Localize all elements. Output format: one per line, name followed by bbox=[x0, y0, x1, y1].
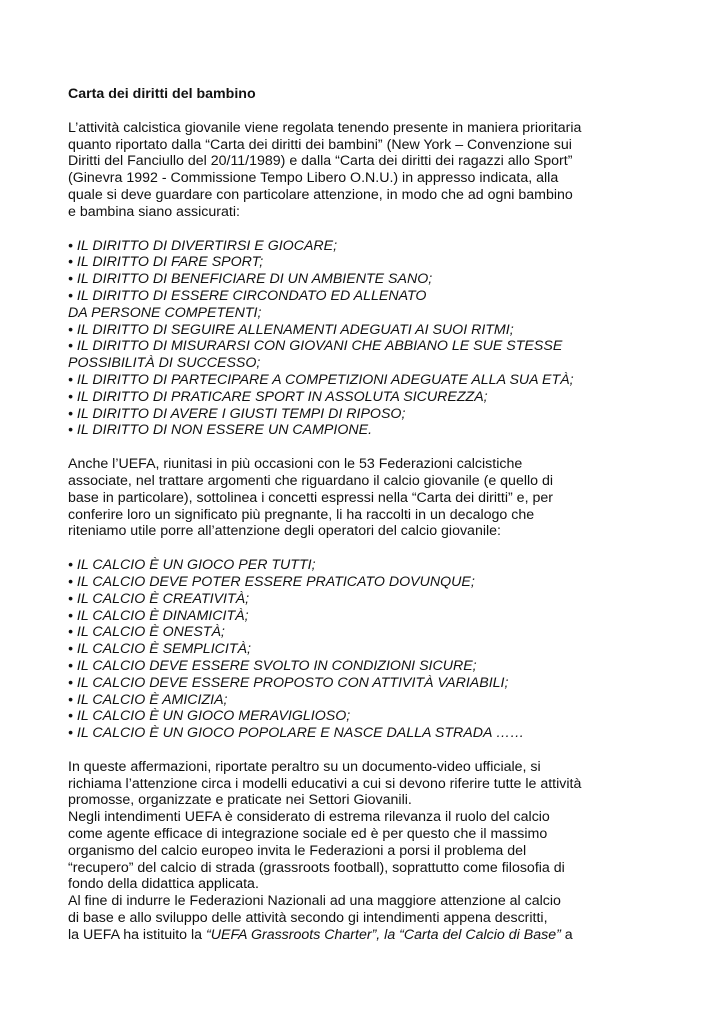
text-line: conferire loro un significato più pregnante, li ha raccolti in un decalogo che bbox=[68, 506, 535, 523]
text-line: “recupero” del calcio di strada (grassroots football), soprattutto come filosofia di bbox=[68, 859, 565, 876]
rights-list bbox=[68, 238, 708, 440]
uefa-paragraph bbox=[68, 456, 708, 540]
list-item: • IL DIRITTO DI NON ESSERE UN CAMPIONE. bbox=[68, 422, 373, 439]
list-item: • IL DIRITTO DI SEGUIRE ALLENAMENTI ADEGUATI AI SUOI RITMI; bbox=[68, 321, 514, 338]
list-item: • IL DIRITTO DI MISURARSI CON GIOVANI CHE ABBIANO LE SUE STESSE bbox=[68, 338, 563, 355]
list-item: • IL DIRITTO DI DIVERTIRSI E GIOCARE; bbox=[68, 237, 338, 254]
list-item: • IL DIRITTO DI PARTECIPARE A COMPETIZIONI ADEGUATE ALLA SUA ETÀ; bbox=[68, 371, 574, 388]
list-item: • IL CALCIO È CREATIVITÀ; bbox=[68, 590, 250, 607]
document-page bbox=[68, 86, 708, 944]
text-line: associate, nel trattare argomenti che riguardano il calcio giovanile (e quello di bbox=[68, 472, 554, 489]
list-item: • IL CALCIO DEVE ESSERE SVOLTO IN CONDIZIONI SICURE; bbox=[68, 657, 477, 674]
list-item: • IL CALCIO È UN GIOCO PER TUTTI; bbox=[68, 557, 316, 574]
text-line: Al fine di indurre le Federazioni Nazionali ad una maggiore attenzione al calcio bbox=[68, 893, 561, 910]
list-item: • IL DIRITTO DI ESSERE CIRCONDATO ED ALLENATO bbox=[68, 287, 427, 304]
charter-title: “UEFA Grassroots Charter”, la “Carta del Calcio di Base” bbox=[206, 926, 561, 943]
list-item: DA PERSONE COMPETENTI; bbox=[68, 304, 262, 321]
list-item: • IL CALCIO È SEMPLICITÀ; bbox=[68, 641, 251, 658]
list-item: • IL DIRITTO DI FARE SPORT; bbox=[68, 254, 264, 271]
text-line: organismo del calcio europeo invita le Federazioni a porsi il problema del bbox=[68, 842, 527, 859]
list-item: • IL CALCIO DEVE ESSERE PROPOSTO CON ATTIVITÀ VARIABILI; bbox=[68, 674, 509, 691]
last-line-prefix: la UEFA ha istituito la bbox=[68, 926, 207, 943]
list-item: • IL DIRITTO DI BENEFICIARE DI UN AMBIENTE SANO; bbox=[68, 271, 433, 288]
text-line: di base e allo sviluppo delle attività secondo gi intendimenti appena descritti, bbox=[68, 910, 548, 927]
text-line: L’attività calcistica giovanile viene regolata tenendo presente in maniera prioritaria bbox=[68, 119, 582, 136]
list-item: • IL CALCIO DEVE POTER ESSERE PRATICATO DOVUNQUE; bbox=[68, 573, 475, 590]
text-line: come agente efficace di integrazione sociale ed è per questo che il massimo bbox=[68, 826, 548, 843]
text-line: richiama l’attenzione circa i modelli educativi a cui si devono riferire tutte le attività bbox=[68, 775, 582, 792]
last-line-suffix: a bbox=[560, 926, 573, 943]
text-line: base in particolare), sottolinea i concetti espressi nella “Carta dei diritti” e, per bbox=[68, 489, 553, 506]
list-item: • IL CALCIO È AMICIZIA; bbox=[68, 691, 228, 708]
text-line: fondo della didattica applicata. bbox=[68, 876, 259, 893]
text-line: Diritti del Fanciullo del 20/11/1989) e dalla “Carta dei diritti dei ragazzi allo Sport” bbox=[68, 153, 573, 170]
text-line: (Ginevra 1992 - Commissione Tempo Libero O.N.U.) in appresso indicata, alla bbox=[68, 170, 559, 187]
text-line: quanto riportato dalla “Carta dei diritti dei bambini” (New York – Convenzione sui bbox=[68, 136, 572, 153]
document-title: Carta dei diritti del bambino bbox=[68, 86, 256, 102]
list-item: • IL CALCIO È ONESTÀ; bbox=[68, 624, 225, 641]
text-line-last bbox=[68, 927, 708, 944]
list-item: • IL CALCIO È UN GIOCO POPOLARE E NASCE DALLA STRADA …… bbox=[68, 725, 525, 742]
text-line: riteniamo utile porre all’attenzione degli operatori del calcio giovanile: bbox=[68, 523, 501, 540]
text-line: e bambina siano assicurati: bbox=[68, 203, 240, 220]
text-line: In queste affermazioni, riportate peraltro su un documento-video ufficiale, si bbox=[68, 758, 541, 775]
list-item: • IL CALCIO È UN GIOCO MERAVIGLIOSO; bbox=[68, 708, 351, 725]
list-item: • IL DIRITTO DI AVERE I GIUSTI TEMPI DI RIPOSO; bbox=[68, 405, 406, 422]
text-line: quale si deve guardare con particolare attenzione, in modo che ad ogni bambino bbox=[68, 186, 573, 203]
intro-paragraph bbox=[68, 120, 708, 221]
calcio-list bbox=[68, 557, 708, 742]
text-line: Negli intendimenti UEFA è considerato di estrema rilevanza il ruolo del calcio bbox=[68, 809, 550, 826]
closing-paragraph bbox=[68, 759, 708, 944]
list-item: • IL DIRITTO DI PRATICARE SPORT IN ASSOLUTA SICUREZZA; bbox=[68, 388, 488, 405]
text-line: promosse, organizzate e praticate nei Settori Giovanili. bbox=[68, 792, 412, 809]
list-item: • IL CALCIO È DINAMICITÀ; bbox=[68, 607, 249, 624]
text-line: Anche l’UEFA, riunitasi in più occasioni con le 53 Federazioni calcistiche bbox=[68, 456, 523, 473]
list-item: POSSIBILITÀ DI SUCCESSO; bbox=[68, 355, 261, 372]
